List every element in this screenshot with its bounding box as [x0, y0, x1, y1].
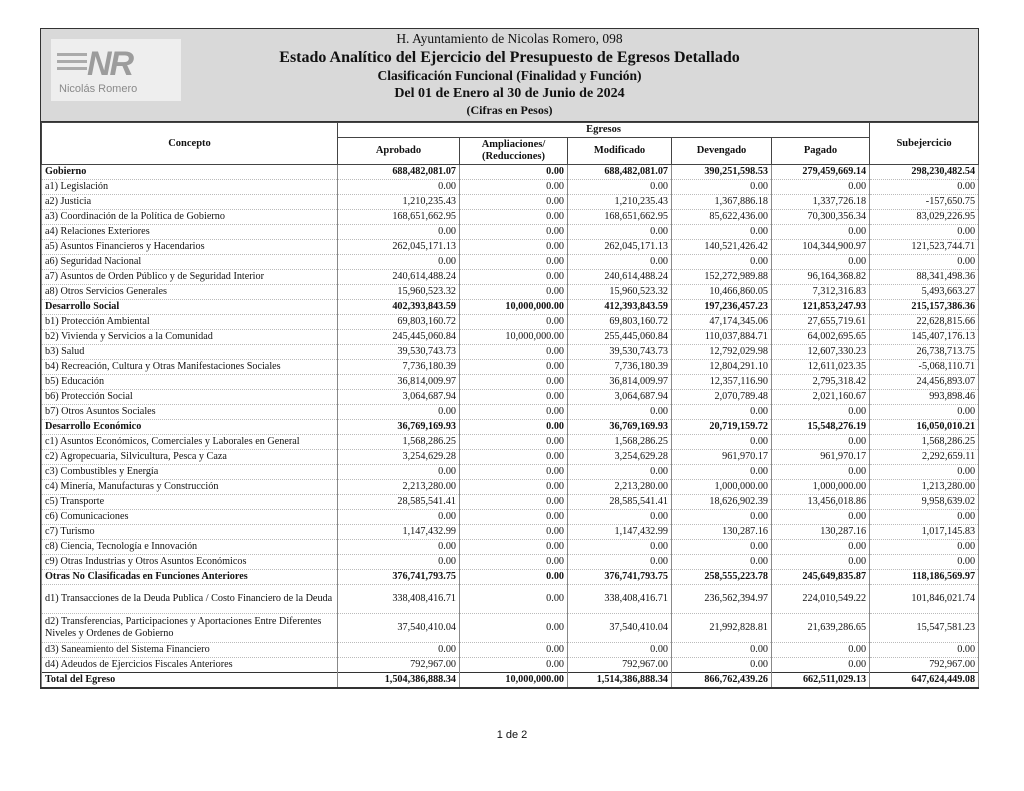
cell-aprobado: 0.00 — [338, 510, 460, 525]
cell-pagado: 224,010,549.22 — [772, 585, 870, 614]
report-period: Del 01 de Enero al 30 de Junio de 2024 — [394, 86, 625, 101]
cell-modificado: 1,514,386,888.34 — [568, 673, 672, 688]
cell-ampliaciones: 0.00 — [460, 165, 568, 180]
cell-ampliaciones: 0.00 — [460, 345, 568, 360]
cell-subejercicio: 1,213,280.00 — [870, 480, 979, 495]
cell-aprobado: 688,482,081.07 — [338, 165, 460, 180]
cell-subejercicio: 993,898.46 — [870, 390, 979, 405]
cell-concepto: b5) Educación — [42, 375, 338, 390]
cell-modificado: 0.00 — [568, 510, 672, 525]
cell-ampliaciones: 0.00 — [460, 480, 568, 495]
cell-ampliaciones: 0.00 — [460, 555, 568, 570]
cell-devengado: 130,287.16 — [672, 525, 772, 540]
cell-ampliaciones: 0.00 — [460, 405, 568, 420]
cell-aprobado: 0.00 — [338, 405, 460, 420]
cell-pagado: 13,456,018.86 — [772, 495, 870, 510]
cell-modificado: 0.00 — [568, 180, 672, 195]
cell-concepto: b1) Protección Ambiental — [42, 315, 338, 330]
cell-concepto: Gobierno — [42, 165, 338, 180]
cell-modificado: 1,147,432.99 — [568, 525, 672, 540]
cell-subejercicio: 0.00 — [870, 510, 979, 525]
cell-ampliaciones: 0.00 — [460, 270, 568, 285]
cell-ampliaciones: 0.00 — [460, 465, 568, 480]
table-row — [42, 375, 979, 390]
cell-devengado: 0.00 — [672, 225, 772, 240]
cell-ampliaciones: 0.00 — [460, 495, 568, 510]
cell-concepto: a1) Legislación — [42, 180, 338, 195]
cell-modificado: 28,585,541.41 — [568, 495, 672, 510]
cell-aprobado: 0.00 — [338, 643, 460, 658]
cell-aprobado: 338,408,416.71 — [338, 585, 460, 614]
table-row — [42, 614, 979, 643]
page-number: 1 de 2 — [496, 729, 528, 741]
cell-pagado: 130,287.16 — [772, 525, 870, 540]
cell-aprobado: 2,213,280.00 — [338, 480, 460, 495]
report-classification: Clasificación Funcional (Finalidad y Función) — [377, 68, 642, 83]
cell-subejercicio: 24,456,893.07 — [870, 375, 979, 390]
cell-pagado: 96,164,368.82 — [772, 270, 870, 285]
cell-aprobado: 3,064,687.94 — [338, 390, 460, 405]
report-header — [41, 29, 978, 122]
cell-devengado: 0.00 — [672, 658, 772, 673]
table-row — [42, 525, 979, 540]
cell-aprobado: 1,504,386,888.34 — [338, 673, 460, 688]
cell-modificado: 338,408,416.71 — [568, 585, 672, 614]
municipal-logo — [51, 39, 181, 101]
cell-concepto: c1) Asuntos Económicos, Comerciales y Laborales en General — [42, 435, 338, 450]
cell-aprobado: 0.00 — [338, 225, 460, 240]
cell-subejercicio: -5,068,110.71 — [870, 360, 979, 375]
cell-modificado: 36,769,169.93 — [568, 420, 672, 435]
table-row — [42, 225, 979, 240]
cell-concepto: c9) Otras Industrias y Otros Asuntos Económicos — [42, 555, 338, 570]
table-row — [42, 495, 979, 510]
cell-devengado: 2,070,789.48 — [672, 390, 772, 405]
cell-ampliaciones: 0.00 — [460, 285, 568, 300]
table-row — [42, 315, 979, 330]
cell-devengado: 0.00 — [672, 255, 772, 270]
cell-devengado: 18,626,902.39 — [672, 495, 772, 510]
cell-devengado: 258,555,223.78 — [672, 570, 772, 585]
cell-aprobado: 39,530,743.73 — [338, 345, 460, 360]
cell-ampliaciones: 0.00 — [460, 225, 568, 240]
cell-concepto: a6) Seguridad Nacional — [42, 255, 338, 270]
cell-ampliaciones: 0.00 — [460, 450, 568, 465]
cell-devengado: 0.00 — [672, 435, 772, 450]
cell-subejercicio: 215,157,386.36 — [870, 300, 979, 315]
cell-concepto: c5) Transporte — [42, 495, 338, 510]
cell-subejercicio: 15,547,581.23 — [870, 614, 979, 643]
cell-subejercicio: 1,017,145.83 — [870, 525, 979, 540]
cell-modificado: 3,254,629.28 — [568, 450, 672, 465]
table-row — [42, 450, 979, 465]
cell-subejercicio: 83,029,226.95 — [870, 210, 979, 225]
cell-concepto: b4) Recreación, Cultura y Otras Manifestaciones Sociales — [42, 360, 338, 375]
cell-subejercicio: 22,628,815.66 — [870, 315, 979, 330]
cell-modificado: 36,814,009.97 — [568, 375, 672, 390]
cell-modificado: 0.00 — [568, 555, 672, 570]
cell-subejercicio: 0.00 — [870, 405, 979, 420]
cell-aprobado: 0.00 — [338, 540, 460, 555]
total-row — [42, 673, 979, 688]
cell-ampliaciones: 0.00 — [460, 525, 568, 540]
cell-pagado: 0.00 — [772, 643, 870, 658]
cell-subejercicio: 118,186,569.97 — [870, 570, 979, 585]
cell-devengado: 21,992,828.81 — [672, 614, 772, 643]
cell-pagado: 0.00 — [772, 435, 870, 450]
cell-devengado: 0.00 — [672, 405, 772, 420]
table-row — [42, 435, 979, 450]
cell-aprobado: 1,210,235.43 — [338, 195, 460, 210]
cell-devengado: 0.00 — [672, 555, 772, 570]
logo-stripes-icon — [57, 53, 87, 77]
table-row — [42, 658, 979, 673]
cell-aprobado: 245,445,060.84 — [338, 330, 460, 345]
cell-concepto: c3) Combustibles y Energía — [42, 465, 338, 480]
cell-modificado: 1,568,286.25 — [568, 435, 672, 450]
cell-modificado: 7,736,180.39 — [568, 360, 672, 375]
cell-devengado: 390,251,598.53 — [672, 165, 772, 180]
cell-pagado: 2,795,318.42 — [772, 375, 870, 390]
cell-devengado: 0.00 — [672, 540, 772, 555]
table-row — [42, 405, 979, 420]
table-row — [42, 643, 979, 658]
cell-pagado: 279,459,669.14 — [772, 165, 870, 180]
table-row — [42, 555, 979, 570]
cell-modificado: 1,210,235.43 — [568, 195, 672, 210]
cell-subejercicio: 0.00 — [870, 540, 979, 555]
cell-modificado: 376,741,793.75 — [568, 570, 672, 585]
cell-pagado: 0.00 — [772, 465, 870, 480]
cell-ampliaciones: 0.00 — [460, 643, 568, 658]
cell-aprobado: 0.00 — [338, 465, 460, 480]
cell-concepto: b3) Salud — [42, 345, 338, 360]
cell-pagado: 7,312,316.83 — [772, 285, 870, 300]
report-title: Estado Analítico del Ejercicio del Presupuesto de Egresos Detallado — [279, 49, 740, 66]
cell-ampliaciones: 0.00 — [460, 420, 568, 435]
table-row — [42, 165, 979, 180]
cell-concepto: Total del Egreso — [42, 673, 338, 688]
cell-devengado: 961,970.17 — [672, 450, 772, 465]
table-row — [42, 390, 979, 405]
cell-devengado: 20,719,159.72 — [672, 420, 772, 435]
cell-pagado: 15,548,276.19 — [772, 420, 870, 435]
cell-aprobado: 28,585,541.41 — [338, 495, 460, 510]
cell-aprobado: 3,254,629.28 — [338, 450, 460, 465]
cell-ampliaciones: 0.00 — [460, 585, 568, 614]
cell-devengado: 0.00 — [672, 180, 772, 195]
cell-subejercicio: 5,493,663.27 — [870, 285, 979, 300]
cell-concepto: b6) Protección Social — [42, 390, 338, 405]
cell-subejercicio: 792,967.00 — [870, 658, 979, 673]
cell-aprobado: 1,568,286.25 — [338, 435, 460, 450]
table-row — [42, 255, 979, 270]
cell-concepto: d2) Transferencias, Participaciones y Aportaciones Entre Diferentes Niveles y Ordenes de Gobierno — [42, 614, 338, 643]
cell-aprobado: 36,769,169.93 — [338, 420, 460, 435]
cell-pagado: 12,607,330.23 — [772, 345, 870, 360]
cell-concepto: a3) Coordinación de la Política de Gobierno — [42, 210, 338, 225]
col-modificado: Modificado — [568, 138, 672, 165]
cell-aprobado: 1,147,432.99 — [338, 525, 460, 540]
report-units: (Cifras en Pesos) — [466, 103, 553, 117]
cell-devengado: 152,272,989.88 — [672, 270, 772, 285]
cell-concepto: Otras No Clasificadas en Funciones Anteriores — [42, 570, 338, 585]
cell-aprobado: 0.00 — [338, 180, 460, 195]
cell-concepto: d3) Saneamiento del Sistema Financiero — [42, 643, 338, 658]
cell-modificado: 0.00 — [568, 255, 672, 270]
cell-aprobado: 0.00 — [338, 255, 460, 270]
cell-devengado: 12,357,116.90 — [672, 375, 772, 390]
cell-pagado: 12,611,023.35 — [772, 360, 870, 375]
cell-ampliaciones: 0.00 — [460, 375, 568, 390]
cell-pagado: 70,300,356.34 — [772, 210, 870, 225]
table-row — [42, 300, 979, 315]
cell-modificado: 0.00 — [568, 540, 672, 555]
cell-subejercicio: 16,050,010.21 — [870, 420, 979, 435]
cell-pagado: 0.00 — [772, 540, 870, 555]
cell-modificado: 0.00 — [568, 643, 672, 658]
cell-subejercicio: 0.00 — [870, 255, 979, 270]
cell-subejercicio: 9,958,639.02 — [870, 495, 979, 510]
col-concepto: Concepto — [42, 123, 338, 165]
cell-pagado: 0.00 — [772, 225, 870, 240]
entity-name: H. Ayuntamiento de Nicolas Romero, 098 — [396, 31, 623, 46]
cell-pagado: 961,970.17 — [772, 450, 870, 465]
col-ampliaciones: Ampliaciones/ (Reducciones) — [460, 138, 568, 165]
cell-modificado: 0.00 — [568, 225, 672, 240]
cell-ampliaciones: 0.00 — [460, 195, 568, 210]
cell-concepto: d4) Adeudos de Ejercicios Fiscales Anteriores — [42, 658, 338, 673]
cell-modificado: 262,045,171.13 — [568, 240, 672, 255]
cell-concepto: b7) Otros Asuntos Sociales — [42, 405, 338, 420]
cell-devengado: 0.00 — [672, 643, 772, 658]
cell-ampliaciones: 0.00 — [460, 315, 568, 330]
cell-pagado: 0.00 — [772, 510, 870, 525]
cell-devengado: 0.00 — [672, 465, 772, 480]
cell-pagado: 64,002,695.65 — [772, 330, 870, 345]
cell-devengado: 236,562,394.97 — [672, 585, 772, 614]
cell-aprobado: 376,741,793.75 — [338, 570, 460, 585]
cell-ampliaciones: 0.00 — [460, 180, 568, 195]
cell-modificado: 255,445,060.84 — [568, 330, 672, 345]
cell-pagado: 121,853,247.93 — [772, 300, 870, 315]
cell-devengado: 0.00 — [672, 510, 772, 525]
cell-devengado: 12,804,291.10 — [672, 360, 772, 375]
cell-ampliaciones: 0.00 — [460, 360, 568, 375]
cell-aprobado: 37,540,410.04 — [338, 614, 460, 643]
col-devengado: Devengado — [672, 138, 772, 165]
cell-pagado: 0.00 — [772, 658, 870, 673]
table-row — [42, 195, 979, 210]
cell-concepto: a7) Asuntos de Orden Público y de Seguridad Interior — [42, 270, 338, 285]
cell-subejercicio: 26,738,713.75 — [870, 345, 979, 360]
cell-ampliaciones: 0.00 — [460, 658, 568, 673]
logo-mark: NR — [87, 45, 133, 83]
cell-aprobado: 36,814,009.97 — [338, 375, 460, 390]
cell-modificado: 2,213,280.00 — [568, 480, 672, 495]
report-sheet — [40, 28, 979, 689]
table-row — [42, 330, 979, 345]
cell-concepto: a8) Otros Servicios Generales — [42, 285, 338, 300]
cell-subejercicio: 298,230,482.54 — [870, 165, 979, 180]
cell-pagado: 1,337,726.18 — [772, 195, 870, 210]
cell-aprobado: 168,651,662.95 — [338, 210, 460, 225]
cell-pagado: 0.00 — [772, 255, 870, 270]
table-row — [42, 345, 979, 360]
cell-modificado: 15,960,523.32 — [568, 285, 672, 300]
cell-aprobado: 7,736,180.39 — [338, 360, 460, 375]
cell-ampliaciones: 0.00 — [460, 540, 568, 555]
cell-pagado: 0.00 — [772, 405, 870, 420]
cell-modificado: 688,482,081.07 — [568, 165, 672, 180]
cell-concepto: Desarrollo Social — [42, 300, 338, 315]
cell-ampliaciones: 10,000,000.00 — [460, 300, 568, 315]
cell-aprobado: 402,393,843.59 — [338, 300, 460, 315]
cell-subejercicio: 1,568,286.25 — [870, 435, 979, 450]
table-row — [42, 510, 979, 525]
cell-pagado: 104,344,900.97 — [772, 240, 870, 255]
table-row — [42, 180, 979, 195]
cell-modificado: 3,064,687.94 — [568, 390, 672, 405]
col-aprobado: Aprobado — [338, 138, 460, 165]
cell-concepto: a2) Justicia — [42, 195, 338, 210]
cell-ampliaciones: 0.00 — [460, 435, 568, 450]
cell-concepto: Desarrollo Económico — [42, 420, 338, 435]
cell-ampliaciones: 0.00 — [460, 510, 568, 525]
cell-subejercicio: 0.00 — [870, 225, 979, 240]
cell-devengado: 1,367,886.18 — [672, 195, 772, 210]
cell-devengado: 1,000,000.00 — [672, 480, 772, 495]
cell-ampliaciones: 10,000,000.00 — [460, 330, 568, 345]
cell-ampliaciones: 0.00 — [460, 240, 568, 255]
cell-subejercicio: 647,624,449.08 — [870, 673, 979, 688]
cell-devengado: 12,792,029.98 — [672, 345, 772, 360]
cell-subejercicio: 0.00 — [870, 643, 979, 658]
col-subejercicio: Subejercicio — [870, 123, 979, 165]
cell-aprobado: 240,614,488.24 — [338, 270, 460, 285]
cell-aprobado: 792,967.00 — [338, 658, 460, 673]
cell-devengado: 866,762,439.26 — [672, 673, 772, 688]
table-row — [42, 420, 979, 435]
cell-devengado: 10,466,860.05 — [672, 285, 772, 300]
cell-ampliaciones: 0.00 — [460, 614, 568, 643]
cell-concepto: d1) Transacciones de la Deuda Publica / Costo Financiero de la Deuda — [42, 585, 338, 614]
cell-subejercicio: 101,846,021.74 — [870, 585, 979, 614]
table-row — [42, 240, 979, 255]
cell-ampliaciones: 0.00 — [460, 390, 568, 405]
col-pagado: Pagado — [772, 138, 870, 165]
cell-aprobado: 0.00 — [338, 555, 460, 570]
cell-aprobado: 69,803,160.72 — [338, 315, 460, 330]
cell-modificado: 69,803,160.72 — [568, 315, 672, 330]
cell-concepto: c6) Comunicaciones — [42, 510, 338, 525]
cell-subejercicio: 0.00 — [870, 555, 979, 570]
cell-devengado: 85,622,436.00 — [672, 210, 772, 225]
cell-modificado: 37,540,410.04 — [568, 614, 672, 643]
cell-subejercicio: 0.00 — [870, 465, 979, 480]
cell-pagado: 245,649,835.87 — [772, 570, 870, 585]
cell-pagado: 21,639,286.65 — [772, 614, 870, 643]
cell-devengado: 140,521,426.42 — [672, 240, 772, 255]
table-row — [42, 480, 979, 495]
table-row — [42, 540, 979, 555]
cell-subejercicio: 2,292,659.11 — [870, 450, 979, 465]
table-row — [42, 570, 979, 585]
cell-modificado: 168,651,662.95 — [568, 210, 672, 225]
cell-aprobado: 262,045,171.13 — [338, 240, 460, 255]
cell-modificado: 412,393,843.59 — [568, 300, 672, 315]
cell-modificado: 240,614,488.24 — [568, 270, 672, 285]
cell-pagado: 0.00 — [772, 180, 870, 195]
cell-concepto: c2) Agropecuaria, Silvicultura, Pesca y Caza — [42, 450, 338, 465]
cell-ampliaciones: 0.00 — [460, 210, 568, 225]
logo-subtext: Nicolás Romero — [59, 83, 138, 95]
cell-ampliaciones: 0.00 — [460, 570, 568, 585]
cell-concepto: c8) Ciencia, Tecnología e Innovación — [42, 540, 338, 555]
table-row — [42, 270, 979, 285]
cell-ampliaciones: 0.00 — [460, 255, 568, 270]
table-row — [42, 360, 979, 375]
table-row — [42, 210, 979, 225]
cell-subejercicio: -157,650.75 — [870, 195, 979, 210]
cell-devengado: 110,037,884.71 — [672, 330, 772, 345]
cell-concepto: a5) Asuntos Financieros y Hacendarios — [42, 240, 338, 255]
cell-devengado: 197,236,457.23 — [672, 300, 772, 315]
cell-ampliaciones: 10,000,000.00 — [460, 673, 568, 688]
cell-devengado: 47,174,345.06 — [672, 315, 772, 330]
cell-pagado: 2,021,160.67 — [772, 390, 870, 405]
cell-concepto: c7) Turismo — [42, 525, 338, 540]
table-row — [42, 585, 979, 614]
cell-concepto: c4) Minería, Manufacturas y Construcción — [42, 480, 338, 495]
col-group-egresos: Egresos — [338, 123, 870, 138]
budget-table — [41, 122, 979, 688]
cell-pagado: 0.00 — [772, 555, 870, 570]
cell-pagado: 662,511,029.13 — [772, 673, 870, 688]
cell-aprobado: 15,960,523.32 — [338, 285, 460, 300]
table-body — [42, 165, 979, 688]
cell-modificado: 792,967.00 — [568, 658, 672, 673]
cell-subejercicio: 0.00 — [870, 180, 979, 195]
cell-modificado: 0.00 — [568, 465, 672, 480]
cell-subejercicio: 88,341,498.36 — [870, 270, 979, 285]
cell-pagado: 1,000,000.00 — [772, 480, 870, 495]
cell-modificado: 39,530,743.73 — [568, 345, 672, 360]
cell-subejercicio: 121,523,744.71 — [870, 240, 979, 255]
cell-modificado: 0.00 — [568, 405, 672, 420]
cell-concepto: a4) Relaciones Exteriores — [42, 225, 338, 240]
table-row — [42, 465, 979, 480]
cell-pagado: 27,655,719.61 — [772, 315, 870, 330]
cell-concepto: b2) Vivienda y Servicios a la Comunidad — [42, 330, 338, 345]
cell-subejercicio: 145,407,176.13 — [870, 330, 979, 345]
table-row — [42, 285, 979, 300]
